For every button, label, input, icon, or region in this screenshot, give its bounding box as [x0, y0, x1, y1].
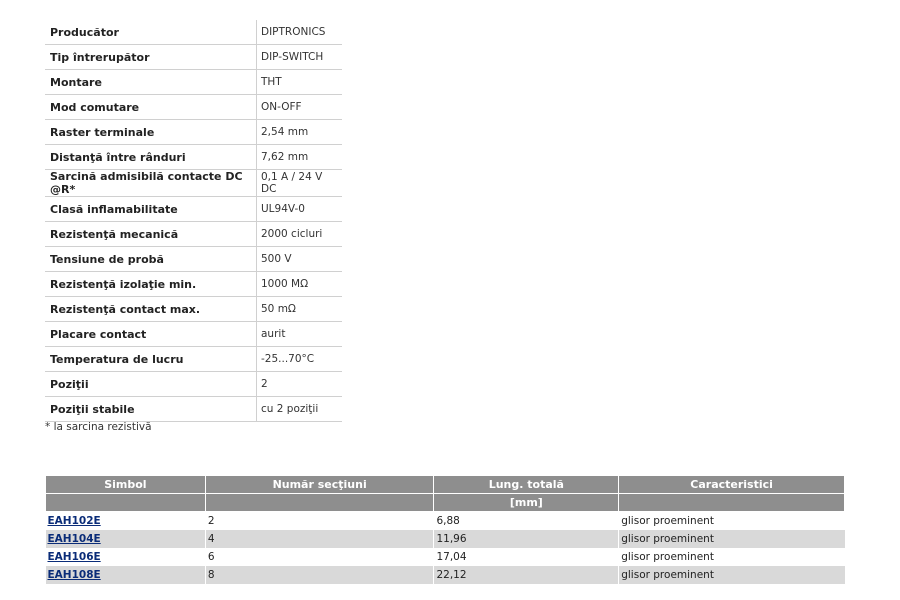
spec-label: Sarcină admisibilă contacte DC @R* [45, 170, 257, 197]
spec-label: Clasă inflamabilitate [45, 197, 257, 222]
spec-row [45, 197, 342, 222]
product-link[interactable]: EAH102E [47, 515, 101, 527]
symbol-cell [46, 566, 206, 584]
unit-symbol [46, 494, 206, 512]
features-cell: glisor proeminent [619, 566, 845, 584]
product-link[interactable]: EAH106E [47, 551, 101, 563]
spec-value: UL94V-0 [257, 197, 343, 222]
spec-value: 50 mΩ [257, 297, 343, 322]
spec-value: 0,1 A / 24 V DC [257, 170, 343, 197]
spec-value: DIP-SWITCH [257, 45, 343, 70]
spec-label: Rezistenţă izolaţie min. [45, 272, 257, 297]
spec-row [45, 95, 342, 120]
spec-row [45, 20, 342, 45]
spec-row [45, 70, 342, 95]
symbol-cell [46, 548, 206, 566]
spec-label: Poziţii stabile [45, 397, 257, 422]
units-row [46, 494, 845, 512]
table-row [46, 512, 845, 531]
column-header-sections: Număr secţiuni [205, 476, 434, 494]
spec-row [45, 222, 342, 247]
features-cell: glisor proeminent [619, 530, 845, 548]
spec-row [45, 120, 342, 145]
length-cell: 22,12 [434, 566, 619, 584]
spec-label: Mod comutare [45, 95, 257, 120]
spec-label: Producător [45, 20, 257, 45]
table-row [46, 548, 845, 566]
header-row [46, 476, 845, 494]
spec-row [45, 272, 342, 297]
spec-value: aurit [257, 322, 343, 347]
spec-value: DIPTRONICS [257, 20, 343, 45]
unit-sections [205, 494, 434, 512]
specifications-table [45, 20, 342, 422]
spec-value: 2 [257, 372, 343, 397]
table-row [46, 530, 845, 548]
unit-features [619, 494, 845, 512]
symbol-cell [46, 530, 206, 548]
spec-row [45, 170, 342, 197]
length-cell: 17,04 [434, 548, 619, 566]
spec-row [45, 297, 342, 322]
spec-label: Placare contact [45, 322, 257, 347]
products-table [45, 475, 845, 584]
spec-row [45, 145, 342, 170]
length-cell: 6,88 [434, 512, 619, 531]
spec-value: 500 V [257, 247, 343, 272]
spec-value: 2,54 mm [257, 120, 343, 145]
spec-value: cu 2 poziţii [257, 397, 343, 422]
spec-label: Tip întrerupător [45, 45, 257, 70]
spec-row [45, 397, 342, 422]
column-header-length: Lung. totală [434, 476, 619, 494]
features-cell: glisor proeminent [619, 512, 845, 531]
spec-label: Temperatura de lucru [45, 347, 257, 372]
sections-cell: 6 [205, 548, 434, 566]
sections-cell: 4 [205, 530, 434, 548]
sections-cell: 8 [205, 566, 434, 584]
spec-value: -25...70°C [257, 347, 343, 372]
spec-row [45, 322, 342, 347]
sections-cell: 2 [205, 512, 434, 531]
column-header-symbol: Simbol [46, 476, 206, 494]
symbol-cell [46, 512, 206, 531]
spec-label: Montare [45, 70, 257, 95]
spec-row [45, 45, 342, 70]
spec-label: Rezistenţă mecanică [45, 222, 257, 247]
product-link[interactable]: EAH108E [47, 569, 101, 581]
spec-label: Raster terminale [45, 120, 257, 145]
spec-row [45, 372, 342, 397]
spec-label: Poziţii [45, 372, 257, 397]
unit-length: [mm] [434, 494, 619, 512]
footnote: * la sarcina rezistivă [45, 421, 152, 433]
spec-label: Rezistenţă contact max. [45, 297, 257, 322]
spec-label: Tensiune de probă [45, 247, 257, 272]
spec-value: ON-OFF [257, 95, 343, 120]
length-cell: 11,96 [434, 530, 619, 548]
spec-value: THT [257, 70, 343, 95]
features-cell: glisor proeminent [619, 548, 845, 566]
spec-value: 7,62 mm [257, 145, 343, 170]
table-row [46, 566, 845, 584]
spec-label: Distanţă între rânduri [45, 145, 257, 170]
spec-value: 2000 cicluri [257, 222, 343, 247]
product-link[interactable]: EAH104E [47, 533, 101, 545]
spec-row [45, 247, 342, 272]
spec-row [45, 347, 342, 372]
column-header-features: Caracteristici [619, 476, 845, 494]
spec-value: 1000 MΩ [257, 272, 343, 297]
